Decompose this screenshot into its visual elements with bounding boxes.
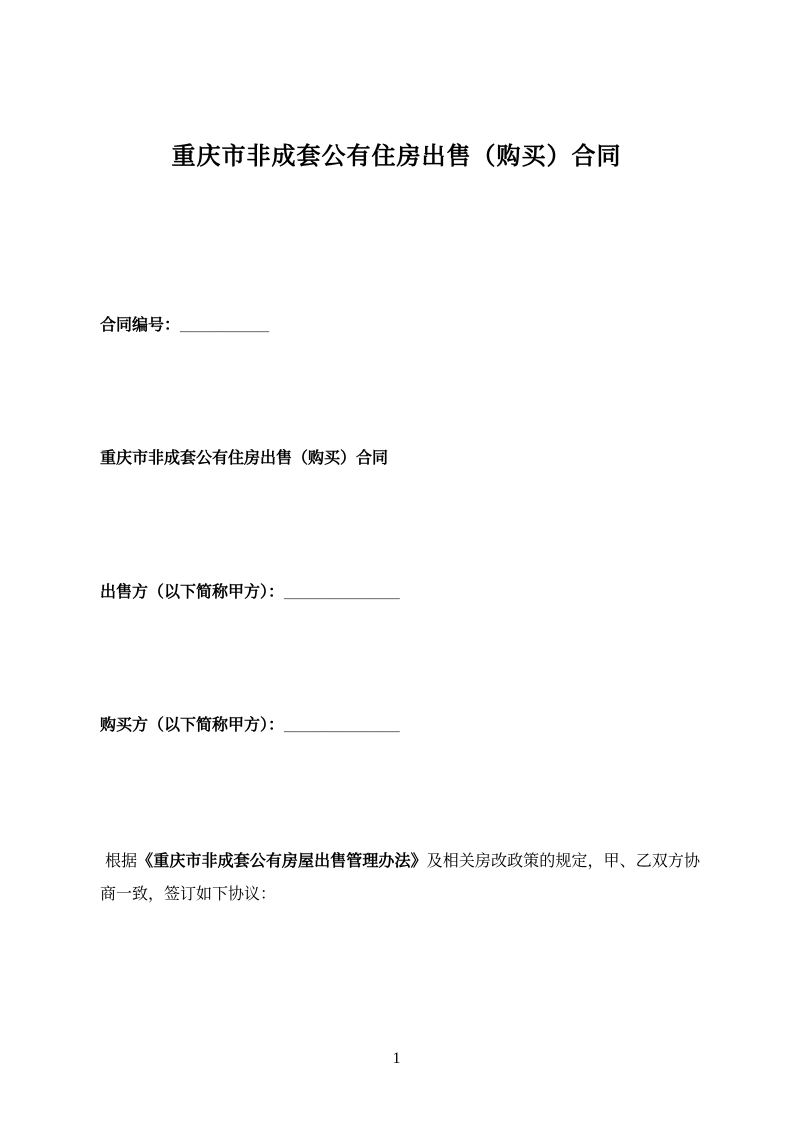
- seller-blank: _____________: [284, 584, 400, 601]
- page-number: 1: [392, 1050, 401, 1067]
- document-title: 重庆市非成套公有住房出售（购买）合同: [171, 143, 622, 170]
- intro-paragraph: [100, 845, 700, 911]
- intro-law-title: 《重庆市非成套公有房屋出售管理办法》: [137, 853, 427, 870]
- contract-number-blank: __________: [180, 317, 269, 334]
- contract-number-label: 合同编号：: [100, 317, 181, 334]
- intro-prefix: 根据: [105, 853, 138, 870]
- seller-line: [100, 581, 720, 605]
- seller-label: 出售方（以下简称甲方）：: [100, 584, 285, 601]
- contract-number-line: [100, 314, 720, 338]
- buyer-label: 购买方（以下简称甲方）：: [100, 717, 285, 734]
- buyer-blank: _____________: [284, 717, 400, 734]
- intro-suffix: 及相关房改政策的规定，甲、乙双方协商一致，签订如下协议：: [100, 853, 700, 903]
- document-subtitle: 重庆市非成套公有住房出售（购买）合同: [100, 450, 389, 467]
- buyer-line: [100, 714, 720, 738]
